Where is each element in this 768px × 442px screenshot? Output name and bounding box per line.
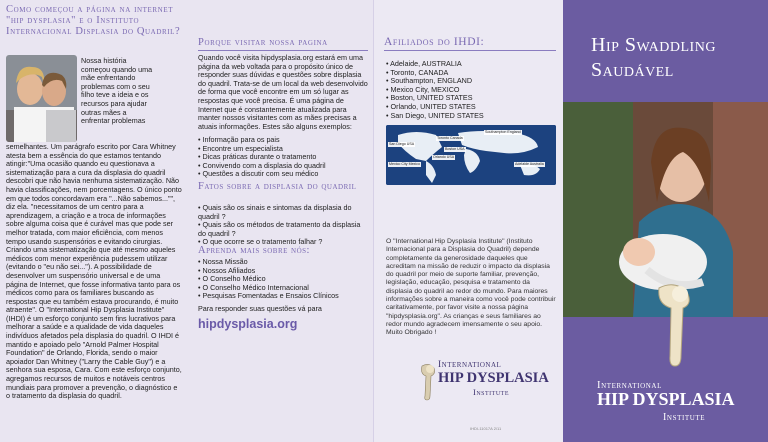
list-item: • Encontre um especialista: [198, 145, 368, 154]
list-item: • Toronto, CANADA: [386, 69, 558, 78]
list-item: • Quais são os métodos de tratamento da displasia do quadril ?: [198, 221, 368, 238]
map-label-boston: Boston USA: [445, 147, 465, 151]
list-item: • O Conselho Médico: [198, 275, 368, 284]
list-item: • O que ocorre se o tratamento falhar ?: [198, 238, 368, 247]
logo-institute-text: Institute: [473, 387, 509, 397]
affiliates-heading: Afiliados do IHDI:: [384, 36, 556, 51]
panel-why-visit: [188, 0, 373, 442]
list-item: • Pesquisas Fomentadas e Ensaios Clínicos: [198, 292, 368, 301]
list-item: • Convivendo com a displasia do quadril: [198, 162, 368, 171]
list-item: • Nossos Afiliados: [198, 267, 368, 276]
list-item: • O Conselho Médico Internacional: [198, 284, 368, 293]
panel-affiliates: [373, 0, 563, 442]
panel-origin-story: [0, 0, 188, 442]
hip-bone-icon-large: [653, 280, 703, 370]
world-map: [386, 125, 556, 185]
list-item: • Boston, UNITED STATES: [386, 94, 558, 103]
list-item: • Informação para os pais: [198, 136, 368, 145]
list-item: • Adelaide, AUSTRALIA: [386, 60, 558, 69]
logo-hip-dysplasia-text: HIP DYSPLASIA: [438, 370, 549, 386]
map-label-toronto: Toronto Canada: [437, 136, 463, 140]
list-item: • Questões a discutir com seu médico: [198, 170, 368, 179]
ihdi-logo: [418, 360, 549, 405]
map-label-orlando: Orlando USA: [433, 155, 455, 159]
learn-more-list: [198, 258, 368, 301]
logo-international-text: International: [438, 360, 502, 370]
map-label-adelaide: Adelaide Australia: [515, 162, 544, 166]
respond-text: Para responder suas questões vá para: [198, 304, 322, 313]
donation-description: O "International Hip Dysplasia Institute" (Instituto Internacional para a Displasia do Quadril) depende completamente da generosidade daqueles que acreditam na missão de reduzir o impacto da displasia do quadril por meio de suporte familiar, prevenção, legislação, educação, pesquisa e tratamento da displasia do quadril ao redor do mundo. Para maiores informações sobre a maneira como você pode contribuir caritativamente, por favor visite a nossa página "hipdysplasia.org". As crianças e seus familiares ao redor mundo agradecem imensamente o seu apoio. Muito Obrigado !: [386, 238, 556, 337]
list-item: • Quais são os sinais e sintomas da displasia do quadril ?: [198, 204, 368, 221]
list-item: • Southampton, ENGLAND: [386, 77, 558, 86]
map-label-sandiego: San Diego USA: [389, 142, 415, 146]
cover-title: [591, 33, 716, 83]
learn-more-heading: Aprenda mais sobre nós:: [198, 245, 310, 256]
panel-cover: [563, 0, 768, 442]
map-label-southampton: Southampton England: [485, 130, 521, 134]
list-item: • Nossa Missão: [198, 258, 368, 267]
logo-institute-text: Institute: [663, 412, 706, 423]
why-visit-paragraph: Quando você visita hipdysplasia.org estará em uma página da web voltada para o propósito único de responder suas dúvidas e questões sobre displasia do quadril. Trata-se de um local da web desenvolvido de forma que você encontre em um só lugar as respostas que você precisa. É uma página de Internet que é constantemente atualizada para manter nossos visitantes com as mães precisas a atuais informações. Estes são alguns exemplos:: [198, 53, 368, 131]
print-code: IHDI-11017A 2/11: [470, 426, 502, 431]
map-label-mexico: Mexico City Mexico: [389, 162, 420, 166]
ihdi-logo-cover: [583, 380, 768, 440]
facts-heading: Fatos sobre a displasia do quadril: [198, 181, 357, 192]
family-photo: [6, 55, 77, 142]
origin-body: semelhantes. Um parágrafo escrito por Cara Whitney atesta bem a essência do que estamos tentando atingir:"Uma ocasião quando eu questionava a sistematização para a cura da displasia do quadril descobri que não havia nenhuma sistematização. Não havia classificações, nem porcentagens. O único ponto em que todos concordavam era "...Não sabemos..."", diz ela. "necessitamos de um centro para a aprendizagem, a criação e a troca de informações sobre alguma coisa que é curável mas que pode ser melhor tratada, com maior eficiência, com menos tempo usando suspensórios e evitando cirurgias. Criando uma sistematização que até mesmo aqueles médicos com menor experiência pudessem utilizar (evitando o "eu não sei..."). A possibilidade de desenvolver um suspensório universal e de uma página de Internet, que fosse informativa tanto para os médicos como para os familiares buscando as respostas que eu também estava procurando, é muito atraente". O "International Hip Dysplasia Institute" (IHDI) é um esforço conjunto sem fins lucrativos para melhorar a saúde e a qualidade de vida daqueles indivíduos afetados pela displasia do quadril. O IHDI é mantido e apoiado pelo "Arnold Palmer Hospital Foundation" de Orlando, Florida, sendo o maior apoiador Dan Whitney ("Larry the Cable Guy") e a senhora sua esposa, Cara. Com este esforço conjunto, agregamos recursos de muitos e notáveis centros mundiais para promover a prevenção, o diagnóstico e o tratamento da displasia do quadril.: [6, 142, 182, 401]
website-link[interactable]: hipdysplasia.org: [198, 317, 298, 331]
list-item: • Mexico City, MEXICO: [386, 86, 558, 95]
logo-international-text: International: [597, 380, 662, 391]
hip-bone-icon: [418, 362, 440, 402]
origin-intro: Nossa história começou quando uma mãe enfrentando problemas com o seu filho teve a ideia e os recursos para ajudar outras mães a enfrentar problemas: [81, 56, 153, 126]
facts-list: [198, 204, 368, 247]
affiliates-list: [386, 60, 558, 120]
origin-heading: Como começou a página na internet "hip dysplasia" e o Instituto Internacional Displasia do Quadril?: [6, 4, 181, 37]
list-item: • Dicas práticas durante o tratamento: [198, 153, 368, 162]
why-visit-heading: Porque visitar nossa pagina: [198, 37, 368, 51]
list-item: • Orlando, UNITED STATES: [386, 103, 558, 112]
list-item: • San Diego, UNITED STATES: [386, 112, 558, 121]
examples-list: [198, 136, 368, 179]
logo-hip-dysplasia-text: HIP DYSPLASIA: [597, 389, 735, 409]
title-line-1: Hip Swaddling: [591, 34, 716, 56]
title-line-2: Saudável: [591, 59, 674, 81]
